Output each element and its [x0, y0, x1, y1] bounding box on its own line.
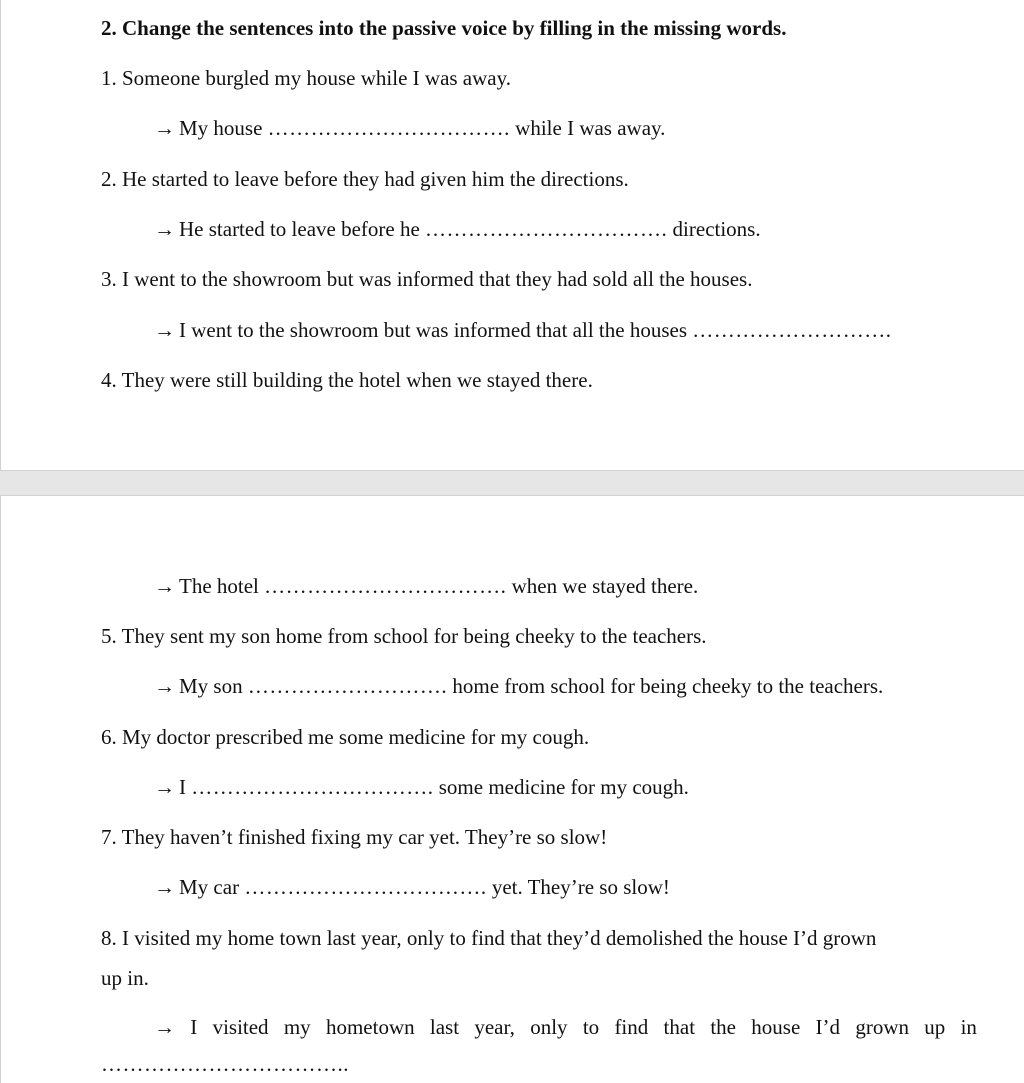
answer-1: → My house ……………………………. while I was away. — [154, 116, 666, 140]
arrow-icon: → — [154, 116, 175, 140]
arrow-icon: → — [154, 775, 175, 799]
answer-blank: ……………………………. — [264, 574, 507, 598]
arrow-icon: → — [154, 574, 175, 598]
arrow-icon: → — [154, 875, 175, 899]
answer-3: → I went to the showroom but was informed that all the houses ………………………. — [154, 318, 892, 342]
question-8-line-1: 8. I visited my home town last year, only to find that they’d demolished the house I’d grown — [101, 926, 877, 950]
answer-blank: …………………………….. — [101, 1052, 349, 1076]
question-6: 6. My doctor prescribed me some medicine for my cough. — [101, 725, 590, 749]
answer-7: → My car ……………………………. yet. They’re so slow! — [154, 875, 670, 899]
question-3: 3. I went to the showroom but was informed that they had sold all the houses. — [101, 267, 753, 291]
question-5: 5. They sent my son home from school for being cheeky to the teachers. — [101, 624, 707, 648]
answer-blank: ………………………. — [692, 318, 892, 342]
answer-blank: ……………………………. — [191, 775, 434, 799]
answer-2: → He started to leave before he ……………………………. directions. — [154, 217, 761, 241]
answer-blank: ……………………………. — [425, 217, 668, 241]
answer-4: → The hotel ……………………………. when we stayed there. — [154, 574, 699, 598]
answer-blank: ……………………………. — [267, 116, 510, 140]
question-1: 1. Someone burgled my house while I was away. — [101, 66, 512, 90]
answer-blank: ………………………. — [247, 674, 448, 698]
document-page-2 — [0, 495, 1024, 1083]
arrow-icon: → — [154, 674, 175, 698]
question-8-line-2: up in. — [101, 966, 149, 990]
arrow-icon: → — [154, 318, 175, 342]
answer-8-blank — [101, 1051, 349, 1077]
arrow-icon: → — [154, 1015, 175, 1039]
question-4: 4. They were still building the hotel when we stayed there. — [101, 368, 593, 392]
exercise-title: 2. Change the sentences into the passive voice by filling in the missing words. — [101, 16, 787, 40]
answer-8: → I visited my hometown last year, only to find that the house I’d grown up in — [154, 1015, 977, 1039]
arrow-icon: → — [154, 217, 175, 241]
document-page-1 — [0, 0, 1024, 471]
answer-5: → My son ………………………. home from school for being cheeky to the teachers. — [154, 674, 884, 698]
answer-6: → I ……………………………. some medicine for my cough. — [154, 775, 689, 799]
question-7: 7. They haven’t finished fixing my car yet. They’re so slow! — [101, 825, 608, 849]
answer-blank: ……………………………. — [244, 875, 487, 899]
question-2: 2. He started to leave before they had given him the directions. — [101, 167, 629, 191]
